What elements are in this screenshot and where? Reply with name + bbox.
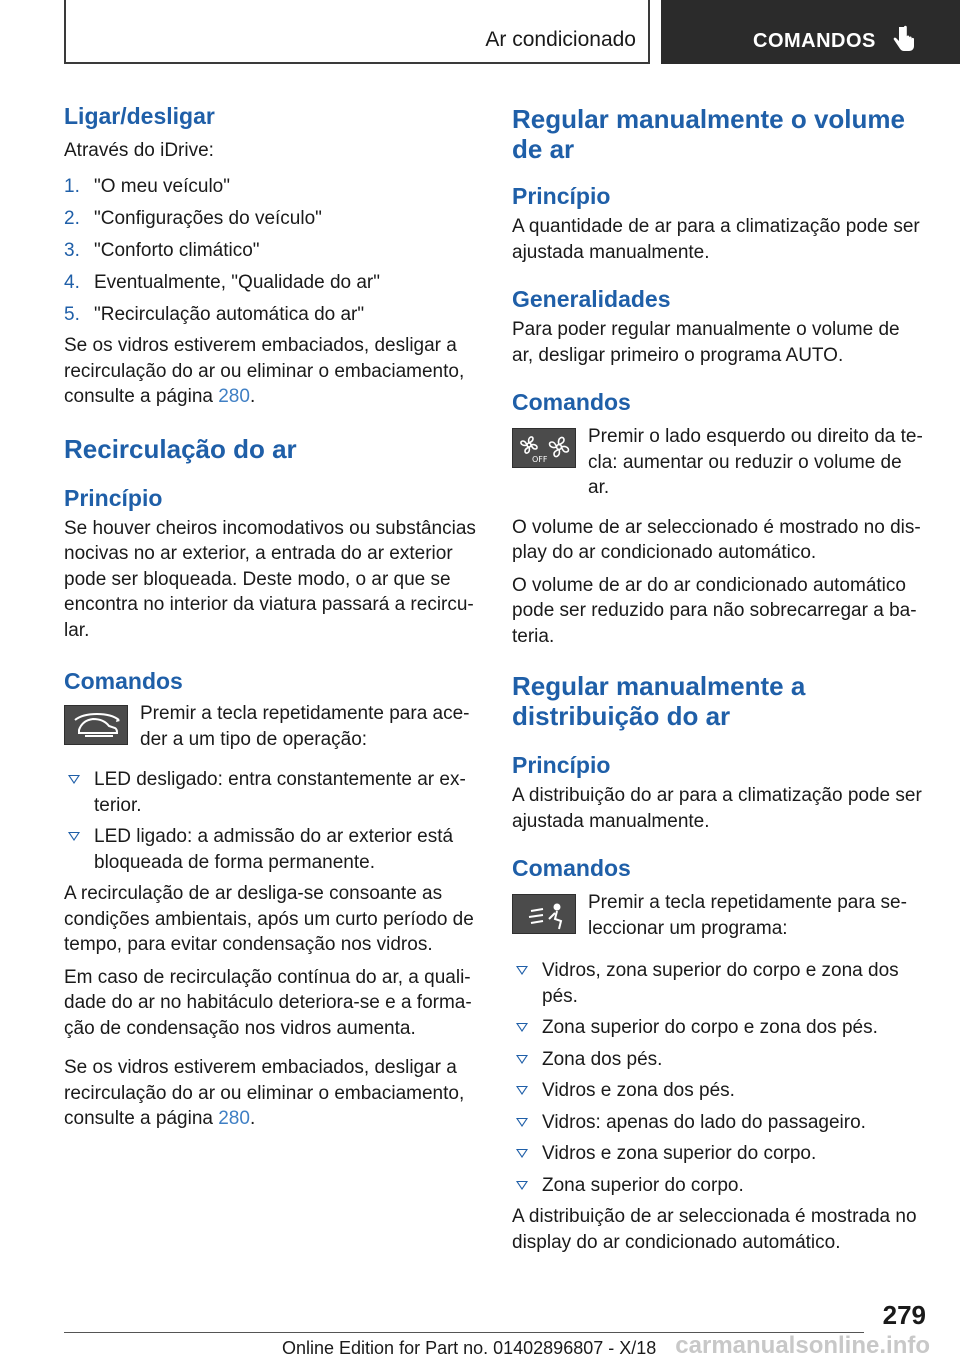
list-item: LED desligado: entra constantemente ar ex‐terior. — [64, 767, 478, 818]
heading-principio: Princípio — [512, 183, 611, 209]
list-item: Zona superior do corpo. — [512, 1173, 926, 1199]
triangle-bullet-icon — [68, 775, 80, 784]
triangle-bullet-icon — [516, 1118, 528, 1127]
fog-note-2: Se os vidros estiverem embaciados, desligar a recirculação do ar ou eliminar o embaciamento, consulte a página 280. — [64, 1057, 465, 1129]
heading-volume: Regular manualmente o volume de ar — [512, 104, 905, 164]
triangle-bullet-icon — [516, 966, 528, 975]
list-item: Vidros e zona dos pés. — [512, 1078, 926, 1104]
air-distribution-button-icon — [512, 894, 576, 934]
idrive-steps — [64, 174, 478, 328]
left-column — [64, 98, 478, 1132]
generalidades-text: Para poder regular manualmente o volume de ar, desligar primeiro o programa AUTO. — [512, 319, 900, 366]
list-item: Vidros, zona superior do corpo e zona dos pés. — [512, 958, 926, 1009]
header-chapter-box — [661, 0, 960, 64]
distribution-command-text: Premir a tecla repetidamente para se‐leccionar um programa: — [588, 892, 907, 939]
principio-text: Se houver cheiros incomodativos ou substâncias nocivas no ar exterior, a entrada do ar exterior pode ser bloqueada. Deste modo, o ar que se encontra no interior da viatura passará a recircu‐lar. — [64, 517, 476, 641]
list-item: 1. "O meu veículo" — [64, 175, 230, 197]
triangle-bullet-icon — [516, 1055, 528, 1064]
list-item: Vidros: apenas do lado do passageiro. — [512, 1110, 926, 1136]
header-section-title: Ar condicionado — [485, 28, 636, 51]
page-link[interactable]: 280 — [218, 1108, 250, 1129]
list-item: Zona superior do corpo e zona dos pés. — [512, 1015, 926, 1041]
recirc-command — [64, 701, 478, 753]
pointing-hand-icon — [893, 25, 915, 53]
distribution-command — [512, 890, 926, 942]
heading-comandos: Comandos — [512, 389, 631, 415]
fan-command — [512, 424, 926, 501]
fan-off-label: OFF — [532, 455, 548, 464]
triangle-bullet-icon — [516, 1181, 528, 1190]
list-item: Zona dos pés. — [512, 1047, 926, 1073]
page-link[interactable]: 280 — [218, 386, 250, 407]
triangle-bullet-icon — [516, 1149, 528, 1158]
recirc-para-1: A recirculação de ar desliga-se consoante as condições ambientais, após um curto período de tempo, para evitar condensação nos vidros. — [64, 883, 474, 955]
triangle-bullet-icon — [516, 1023, 528, 1032]
list-item: 2. "Configurações do veículo" — [64, 207, 322, 229]
header-section-box — [64, 0, 650, 64]
list-item: 5. "Recirculação automática do ar" — [64, 303, 365, 325]
recirc-para-2: Em caso de recirculação contínua do ar, a quali‐dade do ar no habitáculo deteriora-se e a forma‐ção de condensação nos vidros aumenta. — [64, 966, 472, 1039]
led-bullets — [64, 767, 478, 875]
watermark: carmanualsonline.info — [675, 1332, 930, 1359]
heading-distribuicao: Regular manualmente a distribuição do ar — [512, 671, 806, 731]
distribution-programs — [512, 958, 926, 1198]
volume-principio-text: A quantidade de ar para a climatização pode ser ajustada manualmente. — [512, 216, 920, 263]
heading-ligar-desligar: Ligar/desligar — [64, 103, 215, 129]
header-chapter-title: COMANDOS — [753, 30, 876, 52]
fan-speed-button-icon — [512, 428, 576, 468]
heading-generalidades: Generalidades — [512, 286, 671, 312]
list-item: 3. "Conforto climático" — [64, 239, 260, 261]
list-item: LED ligado: a admissão do ar exterior está bloqueada de forma permanente. — [64, 824, 478, 875]
page-number: 279 — [882, 1300, 926, 1330]
recirc-command-text: Premir a tecla repetidamente para ace‐der a um tipo de operação: — [140, 703, 470, 750]
triangle-bullet-icon — [516, 1086, 528, 1095]
heading-recirculacao: Recirculação do ar — [64, 433, 297, 464]
heading-principio: Princípio — [512, 752, 611, 778]
dist-principio-text: A distribuição do ar para a climatização pode ser ajustada manualmente. — [512, 785, 922, 832]
page-header — [64, 0, 960, 64]
distribution-final: A distribuição de ar seleccionada é mostrada no display do ar condicionado automático. — [512, 1206, 917, 1253]
idrive-intro: Através do iDrive: — [64, 140, 214, 161]
heading-comandos: Comandos — [512, 855, 631, 881]
list-item: Vidros e zona superior do corpo. — [512, 1141, 926, 1167]
volume-para-1: O volume de ar seleccionado é mostrado no dis‐play do ar condicionado automático. — [512, 516, 921, 563]
recirculation-button-icon — [64, 705, 128, 745]
footer-edition: Online Edition for Part no. 01402896807 - X/18 — [282, 1338, 657, 1358]
fog-note: Se os vidros estiverem embaciados, desligar a recirculação do ar ou eliminar o embaciamento, consulte a página 280. — [64, 335, 465, 407]
heading-comandos: Comandos — [64, 668, 183, 694]
volume-para-2: O volume de ar do ar condicionado automático pode ser reduzido para não sobrecarregar a ba‐teria. — [512, 574, 917, 647]
heading-principio: Princípio — [64, 484, 163, 511]
right-column — [512, 98, 926, 1255]
list-item: 4. Eventualmente, "Qualidade do ar" — [64, 271, 381, 293]
fan-command-text: Premir o lado esquerdo ou direito da te‐cla: aumentar ou reduzir o volume de ar. — [588, 426, 923, 498]
triangle-bullet-icon — [68, 832, 80, 841]
